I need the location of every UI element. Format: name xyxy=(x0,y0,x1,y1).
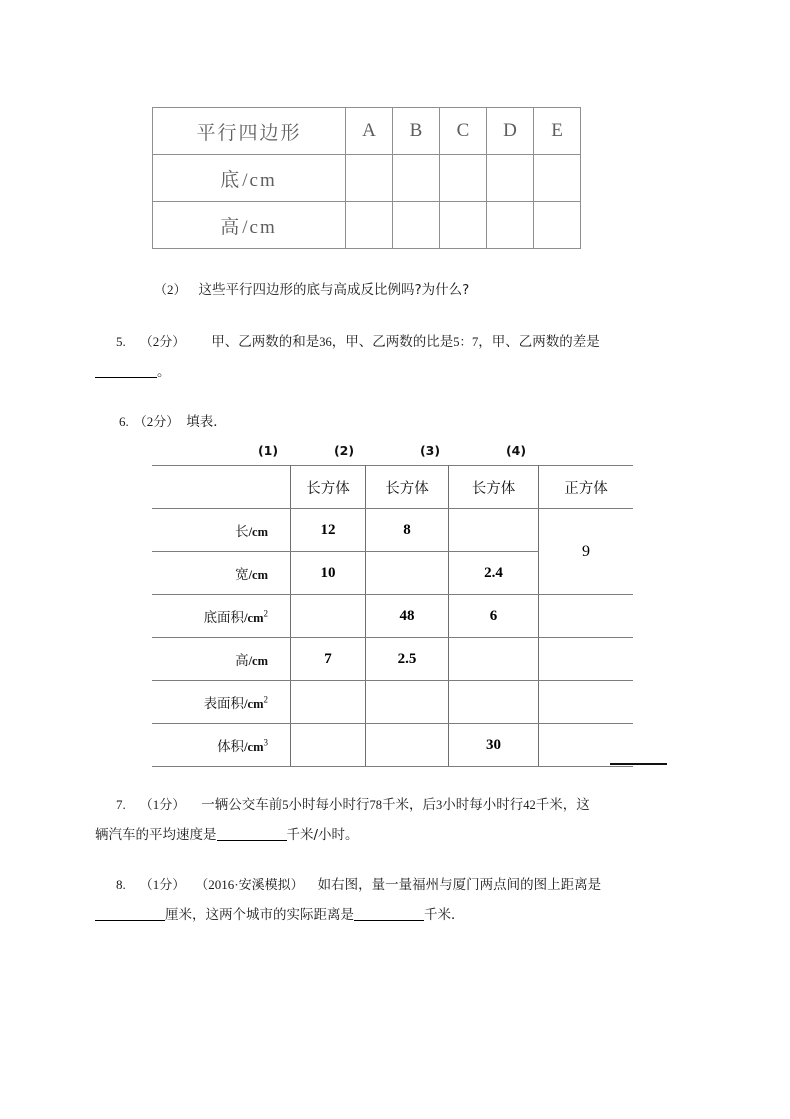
cell-height-4[interactable] xyxy=(539,638,634,681)
row-label-base-area-sup: 2 xyxy=(263,608,268,619)
question-8-line-1 xyxy=(116,870,601,900)
question-7-line-2 xyxy=(95,820,359,850)
table-row xyxy=(152,681,633,724)
cell-volume-1[interactable] xyxy=(291,724,366,767)
cell-surface-area-1[interactable] xyxy=(291,681,366,724)
cell-height-e[interactable] xyxy=(534,202,581,249)
table-row xyxy=(152,638,633,681)
row-label-height-text: 高 xyxy=(220,216,242,238)
cell-height-c[interactable] xyxy=(440,202,487,249)
column-header-d: D xyxy=(487,108,534,155)
question-8-text-b: 厘米，这两个城市的实际距离是 xyxy=(165,907,354,923)
solids-table xyxy=(152,465,633,767)
row-label-height xyxy=(152,638,291,681)
question-6-score: （2分） xyxy=(133,414,180,429)
solid-kind-3: 长方体 xyxy=(449,466,539,509)
table-row xyxy=(152,466,633,509)
cell-height-a[interactable] xyxy=(346,202,393,249)
question-8-number: 8. xyxy=(116,877,126,892)
row-label-surface-area xyxy=(152,681,291,724)
parallelogram-header-label: 平行四边形 xyxy=(153,108,346,155)
question-8-text-c: 千米． xyxy=(424,907,465,923)
question-7-line-1 xyxy=(116,790,590,820)
cell-volume-3[interactable]: 30 xyxy=(449,724,539,767)
question-5-number-36: 36 xyxy=(319,335,332,349)
cell-width-3[interactable]: 2.4 xyxy=(449,552,539,595)
question-5-ratio: 5：7 xyxy=(453,335,479,349)
cell-surface-area-2[interactable] xyxy=(366,681,449,724)
solid-kind-4: 正方体 xyxy=(539,466,634,509)
question-6-text: 填表． xyxy=(186,414,227,430)
question-5-score: （2分） xyxy=(139,334,186,349)
question-5-number: 5. xyxy=(116,334,126,349)
row-label-base-unit: /cm xyxy=(242,169,277,191)
table-row xyxy=(153,155,581,202)
column-header-b: B xyxy=(393,108,440,155)
cell-length-3[interactable] xyxy=(449,509,539,552)
row-label-volume-text: 体积 xyxy=(217,739,245,755)
cell-volume-4[interactable] xyxy=(539,724,634,767)
question-8-line-2 xyxy=(95,900,465,930)
column-number-3: (3) xyxy=(419,443,441,458)
column-header-a: A xyxy=(346,108,393,155)
question-5-text-b: ，甲、乙两数的比是 xyxy=(331,334,454,350)
cell-volume-2[interactable] xyxy=(366,724,449,767)
cell-base-d[interactable] xyxy=(487,155,534,202)
question-7-speed-first: 78 xyxy=(369,798,383,812)
cell-width-2[interactable] xyxy=(366,552,449,595)
row-label-height-text: 高 xyxy=(235,653,249,669)
table-row xyxy=(153,108,581,155)
cell-base-area-3[interactable]: 6 xyxy=(449,595,539,638)
row-label-base-text: 底 xyxy=(220,169,242,191)
question-7-hours-first: 5 xyxy=(282,798,289,812)
cell-base-area-4[interactable] xyxy=(539,595,634,638)
table-row xyxy=(152,724,633,767)
cell-base-e[interactable] xyxy=(534,155,581,202)
question-7-text-c: 千米，后 xyxy=(382,797,437,813)
question-5-text-c: ，甲、乙两数的差是 xyxy=(478,334,600,350)
cell-length-2[interactable]: 8 xyxy=(366,509,449,552)
question-7-hours-second: 3 xyxy=(436,798,443,812)
row-label-volume-sup: 3 xyxy=(263,737,268,748)
question-7-text-g: 千米/小时。 xyxy=(286,827,359,843)
parallelogram-table-wrapper xyxy=(152,107,576,249)
row-label-width-unit: /cm xyxy=(248,568,268,582)
row-label-length-text: 长 xyxy=(235,524,249,540)
cell-cube-edge-merged[interactable]: 9 xyxy=(539,509,634,595)
solids-corner-cell xyxy=(152,466,291,509)
parallelogram-table xyxy=(152,107,581,249)
question-7-number: 7. xyxy=(116,797,126,812)
cell-height-d[interactable] xyxy=(487,202,534,249)
question-7-speed-second: 42 xyxy=(523,798,536,812)
row-label-height-unit: /cm xyxy=(248,654,268,668)
question-7-text-f: 辆汽车的平均速度是 xyxy=(95,827,217,843)
cell-height-2[interactable]: 2.5 xyxy=(366,638,449,681)
table-tail-rule xyxy=(610,763,667,765)
solid-kind-2: 长方体 xyxy=(366,466,449,509)
question-7-answer-blank[interactable] xyxy=(217,827,287,841)
question-7-score: （1分） xyxy=(139,797,186,812)
row-label-base xyxy=(153,155,346,202)
cell-base-area-2[interactable]: 48 xyxy=(366,595,449,638)
solid-kind-1: 长方体 xyxy=(291,466,366,509)
row-label-height xyxy=(153,202,346,249)
question-6-line xyxy=(119,407,227,437)
row-label-length-unit: /cm xyxy=(248,525,268,539)
row-label-surface-area-text: 表面积 xyxy=(203,696,245,712)
question-5-line-1 xyxy=(116,327,600,357)
column-number-1: (1) xyxy=(257,443,279,458)
column-header-c: C xyxy=(440,108,487,155)
cell-base-area-1[interactable] xyxy=(291,595,366,638)
question-7-text-d: 小时每小时行 xyxy=(442,797,524,813)
row-label-width-text: 宽 xyxy=(235,567,249,583)
row-label-surface-area-unit: /cm xyxy=(244,697,264,711)
question-8-score: （1分） xyxy=(139,877,186,892)
question-7-text-e: 千米，这 xyxy=(535,797,590,813)
question-2-sub xyxy=(154,275,469,305)
row-label-width xyxy=(152,552,291,595)
question-7-text-a: 一辆公交车前 xyxy=(201,797,283,813)
cell-surface-area-4[interactable] xyxy=(539,681,634,724)
cell-height-3[interactable] xyxy=(449,638,539,681)
cell-width-1[interactable]: 10 xyxy=(291,552,366,595)
column-header-e: E xyxy=(534,108,581,155)
row-label-volume xyxy=(152,724,291,767)
question-8-answer-blank-1[interactable] xyxy=(95,907,165,921)
question-7-text-b: 小时每小时行 xyxy=(288,797,370,813)
question-8-answer-blank-2[interactable] xyxy=(354,907,424,921)
row-label-base-area-unit: /cm xyxy=(244,611,264,625)
row-label-base-area-text: 底面积 xyxy=(203,610,245,626)
question-8-source: （2016·安溪模拟） xyxy=(195,877,304,892)
cell-base-c[interactable] xyxy=(440,155,487,202)
question-8-text-a: 如右图，量一量福州与厦门两点间的图上距离是 xyxy=(317,877,602,893)
question-6-number: 6. xyxy=(119,414,129,429)
table-row xyxy=(153,202,581,249)
question-5-period: 。 xyxy=(157,364,171,380)
cell-surface-area-3[interactable] xyxy=(449,681,539,724)
column-number-4: (4) xyxy=(505,443,527,458)
solids-table-wrapper xyxy=(152,443,607,767)
question-5-answer-blank[interactable] xyxy=(95,364,157,378)
question-5-text-a: 甲、乙两数的和是 xyxy=(211,334,320,350)
table-row xyxy=(152,509,633,552)
row-label-height-unit: /cm xyxy=(242,216,277,238)
cell-base-a[interactable] xyxy=(346,155,393,202)
row-label-base-area xyxy=(152,595,291,638)
question-2-marker: （2） xyxy=(154,282,187,297)
row-label-surface-area-sup: 2 xyxy=(263,694,268,705)
row-label-volume-unit: /cm xyxy=(244,740,264,754)
cell-height-1[interactable]: 7 xyxy=(291,638,366,681)
column-number-2: (2) xyxy=(333,443,355,458)
cell-base-b[interactable] xyxy=(393,155,440,202)
cell-height-b[interactable] xyxy=(393,202,440,249)
row-label-length xyxy=(152,509,291,552)
cell-length-1[interactable]: 12 xyxy=(291,509,366,552)
table-row xyxy=(152,595,633,638)
solids-column-numbers xyxy=(152,443,607,465)
question-5-line-2 xyxy=(95,357,171,387)
question-2-text: 这些平行四边形的底与高成反比例吗?为什么? xyxy=(198,282,470,298)
